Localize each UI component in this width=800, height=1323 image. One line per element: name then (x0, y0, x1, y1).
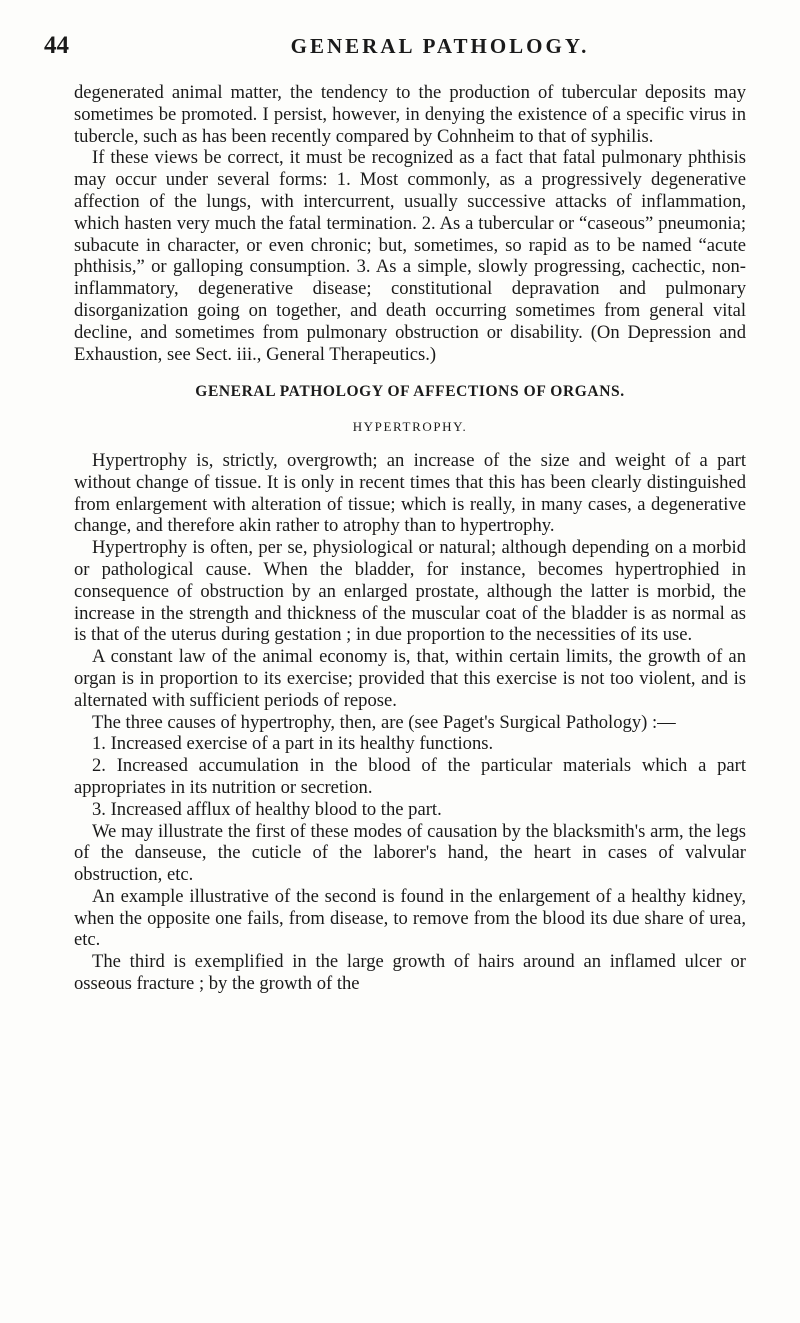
paragraph: The three causes of hypertrophy, then, are (see Paget's Surgical Pathology) :— (92, 711, 676, 733)
paragraph: A constant law of the animal economy is, that, within certain limits, the growth of an organ is in proportion to its exercise; provided that this exercise is not too violent, and is alternated with sufficient periods of repose. (74, 646, 746, 711)
page-header (44, 32, 756, 62)
page-body (74, 82, 746, 995)
paragraph: If these views be correct, it must be recognized as a fact that fatal pulmonary phthisis may occur under several forms: 1. Most commonly, as a progressively degenerative affection of the lungs, with intercurrent, usually successive attacks of inflammation, which hasten very much the fatal termination. 2. As a tubercular or “caseous” pneumonia; subacute in character, or even chronic; but, sometimes, so rapid as to be named “acute phthisis,” or galloping consumption. 3. As a simple, slowly progressing, cachectic, non-inflammatory, degenerative disease; constitutional depravation and pulmonary disorganization going on together, and death occurring sometimes from general vital decline, and sometimes from pulmonary obstruction or disability. (On Depression and Exhaustion, see Sect. iii., General Therapeutics.) (74, 147, 746, 365)
page-number: 44 (44, 32, 69, 59)
paragraph: The third is exemplified in the large growth of hairs around an inflamed ulcer or osseous fracture ; by the growth of the (74, 951, 746, 995)
subheading: HYPERTROPHY. (352, 419, 468, 435)
paragraph: We may illustrate the first of these modes of causation by the blacksmith's arm, the legs of the danseuse, the cuticle of the laborer's hand, the heart in cases of valvular obstruction, etc. (74, 820, 746, 886)
paragraph: degenerated animal matter, the tendency to the production of tubercular deposits may sometimes be promoted. I persist, however, in denying the existence of a specific virus in tubercle, such as has been recently compared by Cohnheim to that of syphilis. (74, 82, 746, 147)
paragraph: Hypertrophy is often, per se, physiological or natural; although depending on a morbid or pathological cause. When the bladder, for instance, becomes hypertrophied in consequence of obstruction by an enlarged prostate, although the latter is morbid, the increase in the strength and thickness of the muscular coat of the bladder is as normal as is that of the uterus during gestation ; in due proportion to the necessities of its use. (74, 537, 746, 646)
section-heading: GENERAL PATHOLOGY OF AFFECTIONS OF ORGANS. (195, 383, 625, 401)
paragraph: Hypertrophy is, strictly, overgrowth; an increase of the size and weight of a part without change of tissue. It is only in recent times that this has been clearly distinguished from enlargement with alteration of tissue; which is really, in many cases, a degenerative change, and therefore akin rather to atrophy than to hypertrophy. (74, 449, 746, 537)
paragraph: An example illustrative of the second is found in the enlargement of a healthy kidney, when the opposite one fails, from disease, to remove from the blood its due share of urea, etc. (74, 885, 746, 951)
running-head: GENERAL PATHOLOGY. (290, 34, 590, 58)
list-item: 2. Increased accumulation in the blood of the particular materials which a part appropriates in its nutrition or secretion. (74, 755, 746, 798)
list-item: 1. Increased exercise of a part in its healthy functions. (92, 733, 494, 755)
list-item: 3. Increased afflux of healthy blood to the part. (92, 798, 442, 820)
